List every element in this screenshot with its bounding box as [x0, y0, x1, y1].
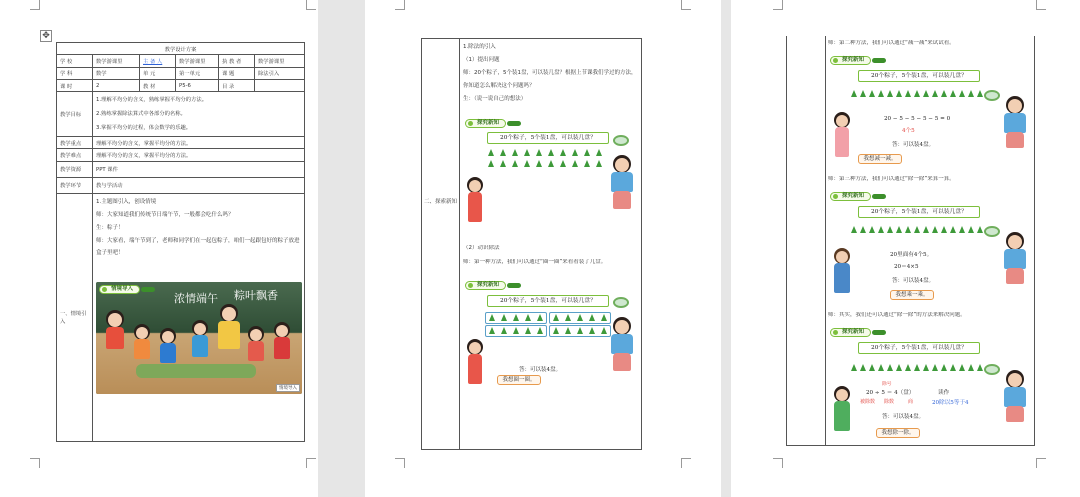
cell: 除法引入 [255, 67, 305, 79]
corner-mark [30, 0, 40, 10]
text-line: （1）提出问题 [463, 57, 500, 63]
group-count-label: 4个5 [902, 128, 915, 134]
answer-text: 答：可以装4盘。 [892, 278, 934, 284]
explore-badge: 探究新知 [465, 119, 506, 128]
plate-icon [984, 90, 1000, 101]
question-box: 20个粽子，5个装1盘，可以装几盘？ [858, 206, 980, 218]
text-line: 生：粽子！ [96, 224, 124, 231]
resources-label: 教学资源 [57, 161, 93, 177]
cell: 主 备 人 [140, 55, 176, 67]
section-label: 一、情境引入 [57, 193, 93, 441]
cell [255, 79, 305, 91]
difficulty-text: 理解平均分的含义，掌握平均分的方法。 [93, 149, 305, 161]
column-divider [825, 36, 826, 445]
steps-label: 教学环节 [57, 177, 93, 193]
exploration-illustration [463, 117, 639, 227]
goal-item: 1.理解平均分的含义，熟练掌握平均分的方法。 [96, 97, 207, 104]
key-text: 理解平均分的含义，掌握平均分的方法。 [93, 137, 305, 149]
document-page-3 [731, 0, 1080, 497]
cell: 执 教 者 [219, 55, 255, 67]
cell: 2 [93, 79, 140, 91]
corner-mark [681, 458, 691, 468]
cell: 数学游课里 [93, 55, 140, 67]
question-box: 20个粽子，5个装1盘，可以装几盘？ [858, 342, 980, 354]
corner-mark [395, 458, 405, 468]
cell: P5-6 [176, 79, 219, 91]
cell: 学 科 [57, 67, 93, 79]
corner-mark [306, 458, 316, 468]
plate-icon [984, 364, 1000, 375]
zongzi-row [850, 364, 990, 374]
division-equation: 20 ÷ 5 ＝ 4（盘） [866, 390, 915, 396]
speech-bubble: 我想乘一乘。 [890, 290, 934, 300]
text-line: 你知道怎么解决这个问题吗？ [463, 83, 535, 89]
cell: 单 元 [140, 67, 176, 79]
text-line: 师：20个粽子，5个装1盘，可以装几盘？根据上节课我们学过的方法， [463, 70, 637, 76]
column-divider [459, 39, 460, 449]
cell: 教 材 [140, 79, 176, 91]
multiply-illustration [828, 190, 1032, 304]
corner-mark [1036, 0, 1046, 10]
dividend-label: 被除数 [860, 399, 876, 405]
table-title: 教学设计方案 [57, 43, 305, 55]
section-content [93, 193, 305, 441]
cell: 数学游课里 [176, 55, 219, 67]
zongzi-groups [485, 312, 611, 338]
banner-caption: 情境导入 [276, 384, 300, 392]
question-box: 20个粽子，5个装1盘，可以装几盘？ [487, 295, 609, 307]
cell: 数学游课里 [255, 55, 305, 67]
explore-badge: 探究新知 [830, 56, 871, 65]
text-line: 1.主题图引入，创设情境 [96, 198, 157, 205]
resources-text: PPT 课件 [93, 161, 305, 177]
multiplication-equation: 20＝4×5 [894, 264, 919, 270]
explore-badge: 探究新知 [830, 192, 871, 201]
text-line: （2）动识除法 [463, 245, 500, 251]
answer-text: 答：可以装4盘。 [882, 414, 924, 420]
plate-icon [613, 297, 629, 308]
speech-bubble: 我想减一减。 [858, 154, 902, 164]
answer-text: 答：可以装4盘。 [519, 367, 561, 373]
text-line: 师：其实，我们还可以通过“除一除”的方法来解决问题。 [828, 312, 966, 318]
goal-item: 3.掌握平均分的过程，体会数学的乐趣。 [96, 125, 192, 132]
circle-illustration [463, 279, 639, 391]
division-read-label: 读作 [938, 390, 950, 396]
question-box: 20个粽子，5个装1盘，可以装几盘？ [487, 132, 609, 144]
plate-icon [613, 135, 629, 146]
zongzi-row [850, 90, 990, 100]
goals-label: 教学目标 [57, 92, 93, 137]
text-line: 生：（说一说自己的想法） [463, 96, 527, 102]
cell: 数学 [93, 67, 140, 79]
content-frame [786, 36, 1035, 446]
document-page-1 [0, 0, 318, 497]
content-frame [421, 38, 642, 450]
division-reading: 20除以5等于4 [932, 400, 969, 406]
cell: 目 录 [219, 79, 255, 91]
goal-item: 2.熟练掌握除法算式中各部分的名称。 [96, 111, 186, 118]
cell: 课 时 [57, 79, 93, 91]
quotient-label: 商 [908, 399, 914, 405]
speech-bubble: 我想除一除。 [876, 428, 920, 438]
lesson-plan-table [56, 42, 305, 442]
text-line: 师：第三种方法，我们可以通过“除一除”来算一算。 [828, 176, 955, 182]
difficulty-label: 教学难点 [57, 149, 93, 161]
explore-badge: 探究新知 [465, 281, 506, 290]
divisor-label: 除数 [884, 399, 895, 405]
banner-badge: 情境导入 [99, 285, 140, 294]
subtract-illustration [828, 54, 1032, 170]
divide-illustration [828, 326, 1032, 442]
key-label: 教学重点 [57, 137, 93, 149]
subtraction-equation: 20 − 5 − 5 − 5 − 5 = 0 [884, 116, 951, 122]
goals-cell [93, 92, 305, 137]
division-sign-label: 除号 [882, 382, 892, 387]
explore-badge: 探究新知 [830, 328, 871, 337]
document-page-2 [365, 0, 721, 497]
table-move-handle-icon[interactable]: ✥ [40, 30, 52, 42]
zongzi-grid [487, 149, 611, 171]
text-line: 师：第一种方法，我们可以通过“圈一圈”来看看装了几盘。 [463, 259, 607, 265]
corner-mark [306, 0, 316, 10]
text-line: 师：大家知道我们传统节日端午节，一般都会吃什么吗？ [96, 211, 234, 218]
banner-title-right: 粽叶飘香 [234, 288, 278, 302]
cell: 第一单元 [176, 67, 219, 79]
answer-text: 答：可以装4盘。 [892, 142, 934, 148]
question-box: 20个粽子，5个装1盘，可以装几盘？ [858, 70, 980, 82]
corner-mark [30, 458, 40, 468]
section-label: 二、探索新知 [424, 199, 457, 205]
corner-mark [1036, 458, 1046, 468]
text-line: 师：第二种方法，我们可以通过“减一减”来试试看。 [828, 40, 955, 46]
text-line: 1.除法的引入 [463, 44, 496, 50]
multiplication-fact: 20里面有4个5。 [890, 252, 933, 258]
text-line: 师：大家看，端午节到了，老师和同学们在一起包粽子，咱们一起跟包好的粽子放进盒子里吧！ [96, 237, 300, 256]
cell: 学 校 [57, 55, 93, 67]
zongzi-pile [136, 364, 256, 378]
cell: 课 题 [219, 67, 255, 79]
corner-mark [773, 458, 783, 468]
corner-mark [773, 0, 783, 10]
zongzi-row [850, 226, 990, 236]
scene-illustration [96, 282, 302, 394]
section-content [463, 41, 639, 106]
steps-text: 教与学活动 [93, 177, 305, 193]
speech-bubble: 我想圈一圈。 [497, 375, 541, 385]
corner-mark [681, 0, 691, 10]
corner-mark [395, 0, 405, 10]
plate-icon [984, 226, 1000, 237]
banner-title-left: 浓情端午 [174, 291, 218, 305]
